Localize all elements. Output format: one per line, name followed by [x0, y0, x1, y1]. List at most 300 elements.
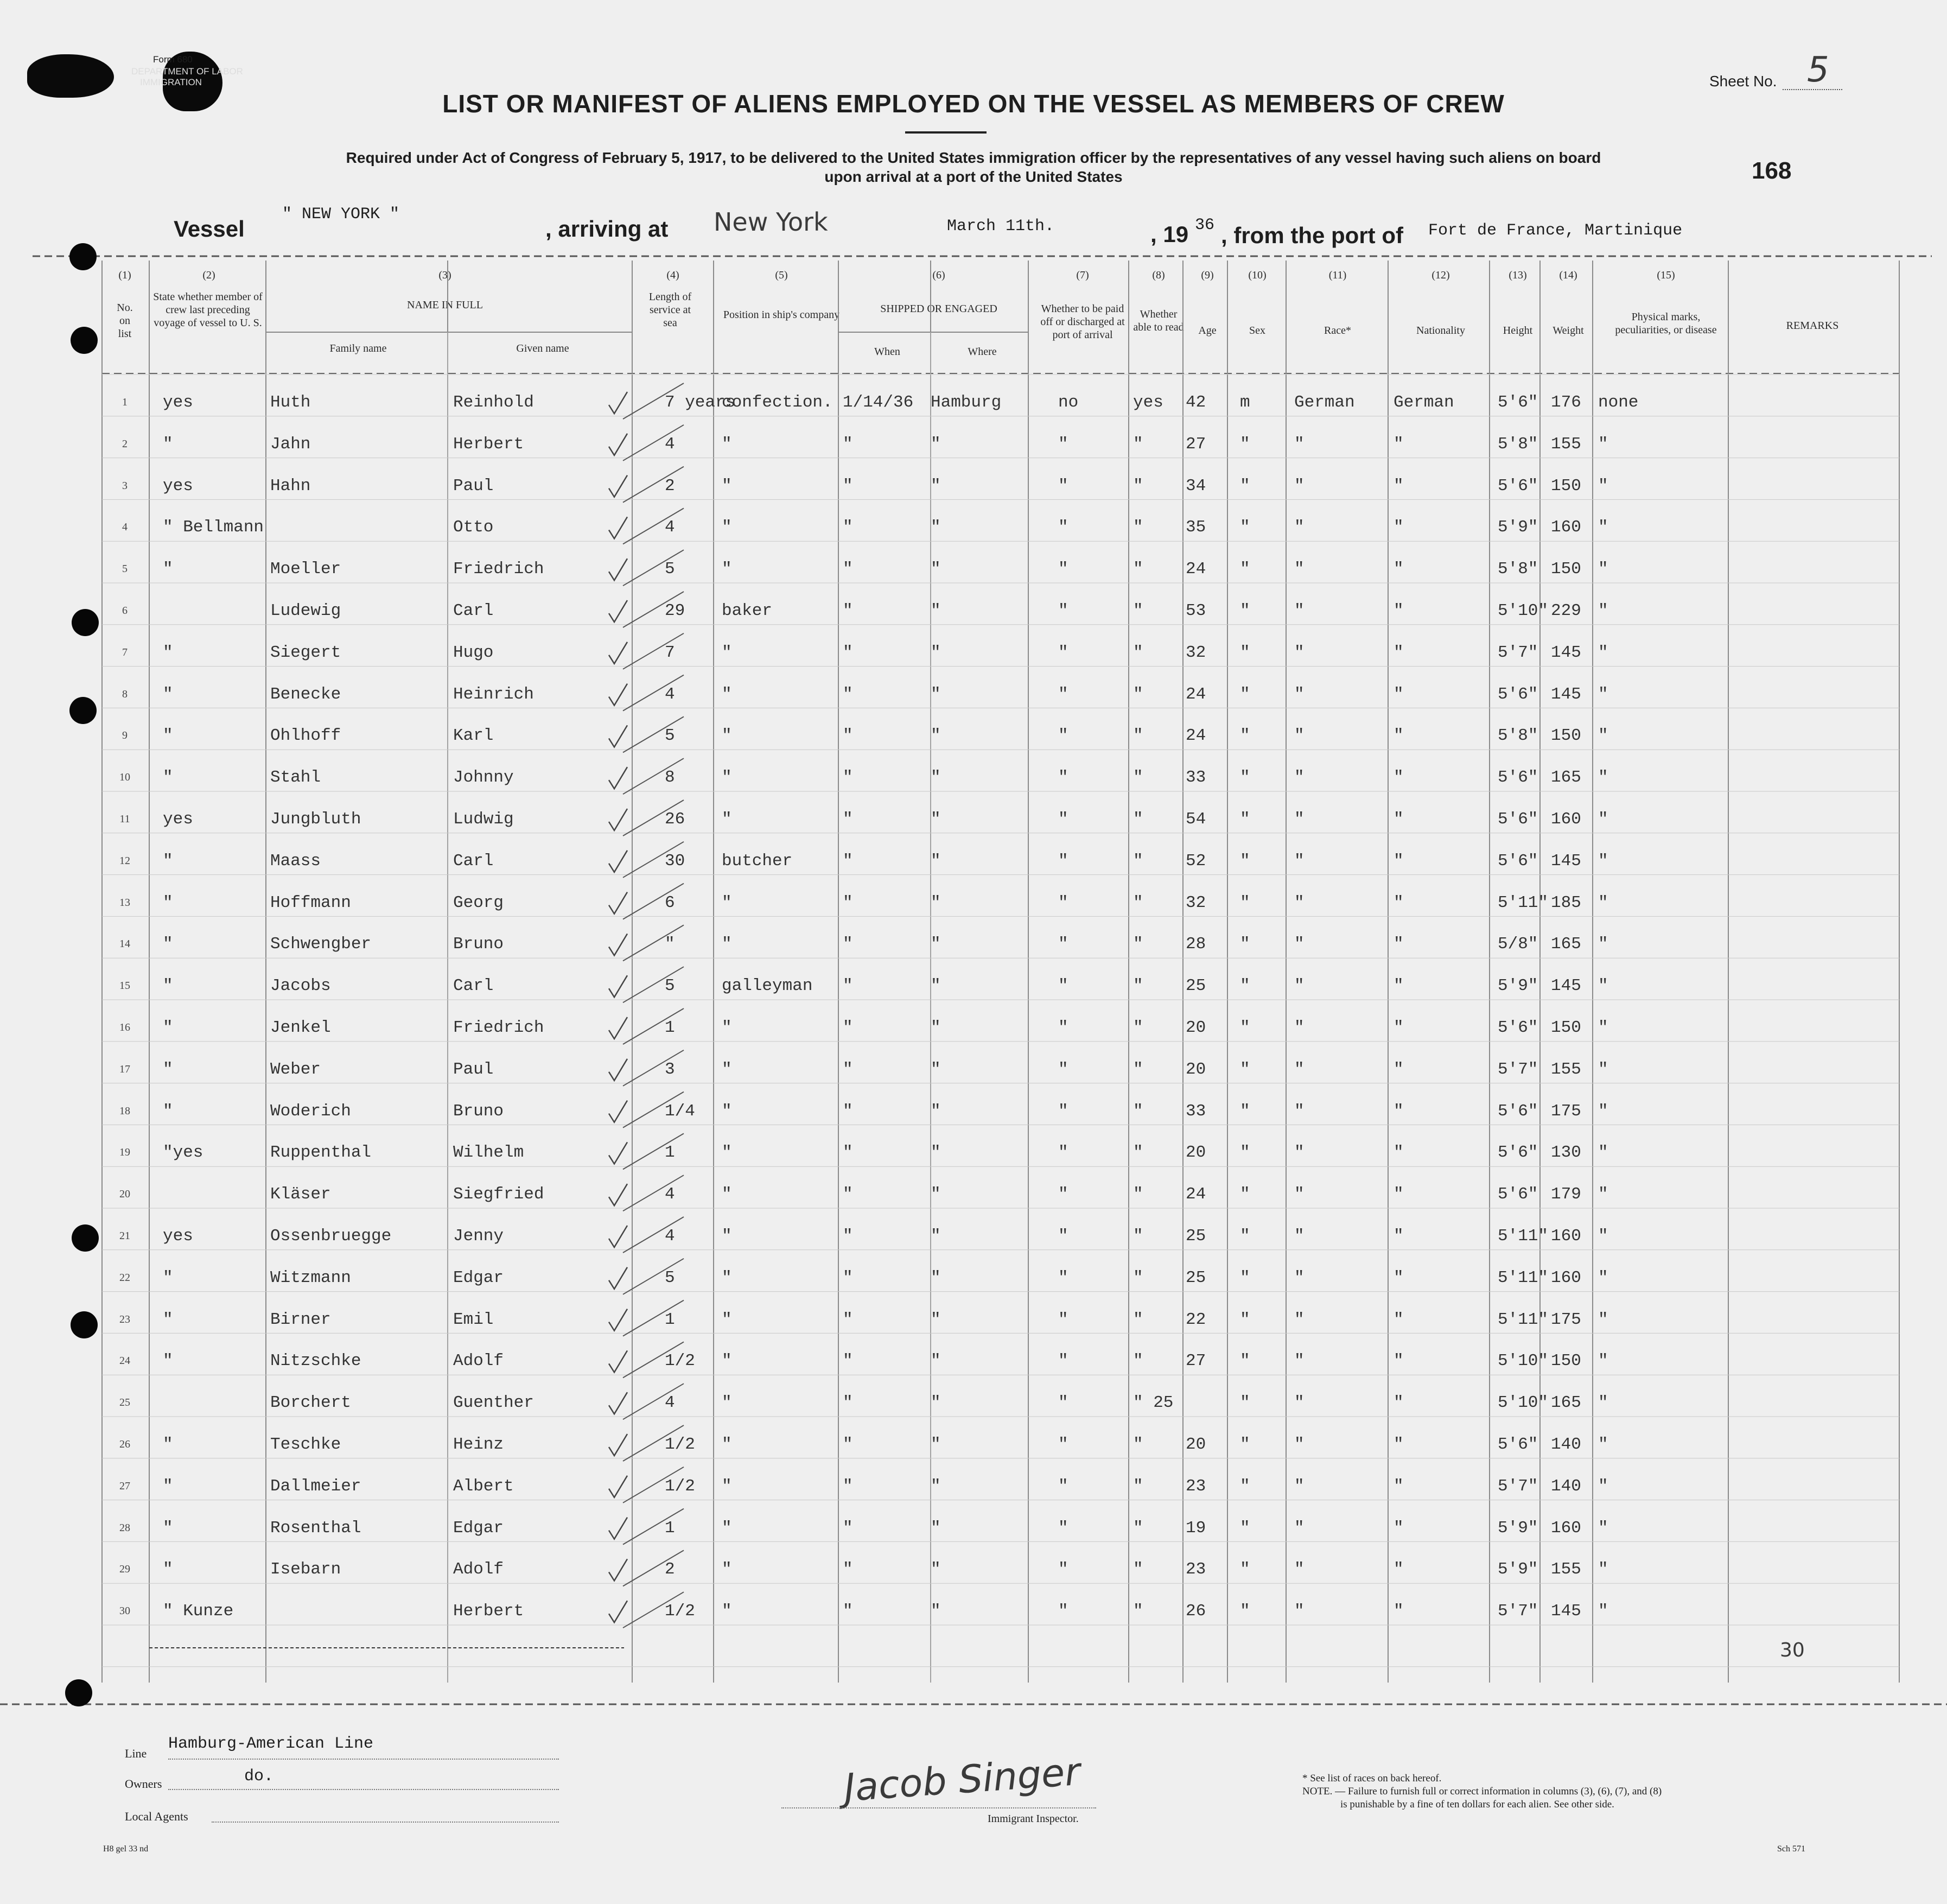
cell-where: " [931, 476, 941, 496]
line-value: Hamburg-American Line [168, 1735, 374, 1753]
fine-note-line1: NOTE. — Failure to furnish full or correct information in columns (3), (6), (7), and (8) [1302, 1786, 1662, 1797]
arrival-date: March 11th. [947, 217, 1055, 236]
cell-where: " [931, 1268, 941, 1287]
cell-family: Stahl [270, 768, 321, 788]
year-suffix: 36 [1195, 216, 1215, 234]
cell-where: " [931, 976, 941, 996]
cell-when: " [843, 893, 853, 912]
cell-marks: " [1598, 768, 1608, 788]
cell-read: " [1133, 1560, 1143, 1579]
cell-marks: " [1598, 935, 1608, 954]
check-mark [609, 1309, 627, 1331]
stamp-number: 168 [1752, 157, 1792, 184]
col7-header: Whether to be paid off or discharged at port of arrival [1040, 303, 1125, 341]
cell-position: " [722, 560, 732, 579]
cell-when: " [843, 1101, 853, 1121]
vessel-label: Vessel [174, 216, 245, 242]
row-number: 22 [119, 1271, 130, 1284]
cell-position: galleyman [722, 976, 813, 996]
cell-race: " [1294, 851, 1305, 871]
cell-marks: " [1598, 1227, 1608, 1246]
cell-service: 6 [665, 893, 675, 912]
cell-position: " [722, 1476, 732, 1496]
cell-family: Ruppenthal [270, 1143, 372, 1163]
cell-position: butcher [722, 851, 793, 871]
col8-header: Whether able to read [1133, 308, 1184, 333]
cell-weight: 165 [1551, 1393, 1581, 1413]
cell-read: " [1133, 1476, 1143, 1496]
cell-height: 5'6" [1498, 1143, 1538, 1163]
cell-position: " [722, 893, 732, 912]
cell-read: " [1133, 768, 1143, 788]
cell-weight: 179 [1551, 1185, 1581, 1204]
cell-given: Bruno [453, 1101, 504, 1121]
cell-when: " [843, 1227, 853, 1246]
cell-age: 33 [1186, 768, 1206, 788]
agents-underline [212, 1822, 559, 1823]
cell-height: 5'6" [1498, 1018, 1538, 1037]
cell-weight: 185 [1551, 893, 1581, 912]
cell-paid: " [1058, 1602, 1068, 1621]
row-number: 27 [119, 1480, 130, 1492]
cell-marks: " [1598, 1351, 1608, 1371]
cell-nat: " [1394, 1268, 1404, 1287]
check-mark [609, 517, 627, 538]
row-number: 14 [119, 938, 130, 950]
cell-weight: 160 [1551, 810, 1581, 829]
cell-race: " [1294, 1476, 1305, 1496]
cell-service: 5 [665, 560, 675, 579]
cell-service: 1 [665, 1310, 675, 1329]
cell-nat: " [1394, 601, 1404, 620]
cell-race: " [1294, 643, 1305, 662]
cell-prev: " [163, 1059, 173, 1079]
cell-given: Emil [453, 1310, 494, 1329]
cell-marks: " [1598, 684, 1608, 704]
col9-number: (9) [1201, 269, 1214, 281]
cell-marks: " [1598, 1393, 1608, 1413]
tally-slash [623, 1092, 684, 1128]
check-mark [609, 1476, 627, 1497]
col4-number: (4) [666, 269, 679, 281]
cell-prev: " [163, 1310, 173, 1329]
cell-where: " [931, 893, 941, 912]
cell-family: Jungbluth [270, 810, 361, 829]
cell-service: " [665, 935, 675, 954]
cell-sex: " [1240, 1602, 1250, 1621]
cell-height: 5'8" [1498, 434, 1538, 454]
cell-family: Benecke [270, 684, 341, 704]
cell-read: " [1133, 1351, 1143, 1371]
cell-paid: " [1058, 560, 1068, 579]
cell-when: " [843, 851, 853, 871]
cell-family: Dallmeier [270, 1476, 361, 1496]
cell-marks: " [1598, 476, 1608, 496]
cell-where: " [931, 1018, 941, 1037]
cell-race: " [1294, 434, 1305, 454]
cell-sex: " [1240, 434, 1250, 454]
cell-age: 20 [1186, 1143, 1206, 1163]
cell-family: Jahn [270, 434, 311, 454]
cell-height: 5'9" [1498, 1518, 1538, 1538]
cell-when: 1/14/36 [843, 393, 914, 412]
col15-header: Physical marks, peculiarities, or disease [1615, 311, 1717, 336]
check-mark [609, 684, 627, 706]
tally-slash [623, 383, 684, 419]
cell-paid: " [1058, 1560, 1068, 1579]
row-number: 18 [119, 1105, 130, 1117]
cell-paid: " [1058, 935, 1068, 954]
cell-height: 5'9" [1498, 518, 1538, 537]
cell-race: " [1294, 518, 1305, 537]
cell-family: Isebarn [270, 1560, 341, 1579]
cell-paid: " [1058, 893, 1068, 912]
cell-position: " [722, 518, 732, 537]
form-number: Form 680 [153, 54, 193, 65]
tally-slash [623, 675, 684, 711]
cell-where: " [931, 560, 941, 579]
row-number: 30 [119, 1605, 130, 1617]
cell-race: " [1294, 560, 1305, 579]
cell-height: 5'6" [1498, 1101, 1538, 1121]
cell-paid: " [1058, 518, 1068, 537]
cell-race: " [1294, 1393, 1305, 1413]
cell-given: Heinz [453, 1435, 504, 1454]
cell-race: " [1294, 768, 1305, 788]
cell-read: " [1133, 518, 1143, 537]
cell-position: " [722, 1185, 732, 1204]
row-number: 21 [119, 1230, 130, 1242]
cell-read: " [1133, 1227, 1143, 1246]
cell-service: 7 [665, 643, 675, 662]
cell-given: Otto [453, 518, 494, 537]
cell-paid: " [1058, 726, 1068, 746]
cell-height: 5'7" [1498, 1602, 1538, 1621]
cell-marks: " [1598, 893, 1608, 912]
cell-weight: 150 [1551, 1351, 1581, 1371]
cell-nat: " [1394, 1518, 1404, 1538]
row-number: 7 [122, 646, 128, 658]
cell-marks: " [1598, 810, 1608, 829]
cell-given: Adolf [453, 1560, 504, 1579]
cell-marks: " [1598, 1435, 1608, 1454]
cell-race: " [1294, 893, 1305, 912]
cell-age: 27 [1186, 1351, 1206, 1371]
row-number: 5 [122, 563, 128, 575]
row-number: 6 [122, 605, 128, 617]
cell-age: 20 [1186, 1059, 1206, 1079]
cell-nat: " [1394, 810, 1404, 829]
cell-paid: " [1058, 601, 1068, 620]
col9-header: Age [1198, 325, 1217, 337]
row-number: 17 [119, 1063, 130, 1075]
cell-service: 2 [665, 476, 675, 496]
cell-marks: " [1598, 1560, 1608, 1579]
cell-when: " [843, 726, 853, 746]
cell-when: " [843, 476, 853, 496]
cell-nat: " [1394, 560, 1404, 579]
owners-underline [168, 1789, 559, 1790]
cell-nat: " [1394, 643, 1404, 662]
cell-weight: 175 [1551, 1310, 1581, 1329]
tally-slash [623, 1383, 684, 1419]
agents-label: Local Agents [125, 1810, 188, 1823]
tally-slash [623, 467, 684, 503]
cell-when: " [843, 1351, 853, 1371]
cell-nat: " [1394, 476, 1404, 496]
check-mark [609, 1226, 627, 1247]
col10-header: Sex [1249, 325, 1265, 337]
cell-marks: " [1598, 601, 1608, 620]
row-number: 12 [119, 854, 130, 867]
cell-family: Woderich [270, 1101, 351, 1121]
cell-sex: " [1240, 976, 1250, 996]
check-mark [609, 1184, 627, 1205]
col6-when-header: When [874, 346, 900, 358]
cell-family: Hahn [270, 476, 311, 496]
check-mark [609, 600, 627, 622]
cell-service: 5 [665, 726, 675, 746]
col3-header: NAME IN FULL [407, 299, 483, 311]
line-underline [168, 1759, 559, 1760]
cell-height: 5'7" [1498, 1476, 1538, 1496]
cell-read: " [1133, 560, 1143, 579]
cell-height: 5'6" [1498, 393, 1538, 412]
check-mark [609, 642, 627, 664]
department-label: DEPARTMENT OF LABOR [131, 66, 243, 77]
row-number: 4 [122, 521, 128, 534]
cell-service: 1/4 [665, 1101, 695, 1121]
punch-hole [72, 1224, 99, 1252]
cell-where: " [931, 1227, 941, 1246]
cell-family: Witzmann [270, 1268, 351, 1287]
cell-sex: " [1240, 1351, 1250, 1371]
cell-nat: " [1394, 1602, 1404, 1621]
cell-race: " [1294, 1602, 1305, 1621]
cell-position: " [722, 935, 732, 954]
cell-when: " [843, 434, 853, 454]
cell-where: " [931, 1310, 941, 1329]
cell-position: " [722, 1143, 732, 1163]
page-title: LIST OR MANIFEST OF ALIENS EMPLOYED ON THE VESSEL AS MEMBERS OF CREW [442, 90, 1505, 118]
cell-read: " [1133, 935, 1143, 954]
row-number: 24 [119, 1355, 130, 1367]
cell-when: " [843, 1560, 853, 1579]
cell-weight: 165 [1551, 935, 1581, 954]
cell-height: 5'6" [1498, 851, 1538, 871]
cell-height: 5'9" [1498, 1560, 1538, 1579]
cell-nat: " [1394, 1185, 1404, 1204]
check-mark [609, 392, 627, 414]
cell-race: " [1294, 1518, 1305, 1538]
tally-slash [623, 800, 684, 836]
cell-paid: " [1058, 810, 1068, 829]
cell-service: 4 [665, 518, 675, 537]
cell-where: " [931, 1351, 941, 1371]
cell-age: 20 [1186, 1435, 1206, 1454]
cell-read: " [1133, 1602, 1143, 1621]
cell-position: " [722, 476, 732, 496]
cell-height: 5'11" [1498, 1268, 1549, 1287]
subtitle-line2: upon arrival at a port of the United States [824, 168, 1123, 185]
cell-service: 4 [665, 684, 675, 704]
cell-paid: " [1058, 1185, 1068, 1204]
cell-given: Ludwig [453, 810, 514, 829]
col5-number: (5) [775, 269, 788, 281]
cell-sex: " [1240, 476, 1250, 496]
cell-nat: " [1394, 726, 1404, 746]
cell-weight: 145 [1551, 1602, 1581, 1621]
cell-read: " [1133, 1268, 1143, 1287]
col6-number: (6) [932, 269, 945, 281]
cell-when: " [843, 1518, 853, 1538]
cell-given: Albert [453, 1476, 514, 1496]
cell-prev: yes [163, 476, 193, 496]
cell-paid: " [1058, 1310, 1068, 1329]
from-port: Fort de France, Martinique [1428, 221, 1683, 240]
cell-age: 24 [1186, 560, 1206, 579]
cell-marks: " [1598, 643, 1608, 662]
check-mark [609, 1559, 627, 1581]
cell-weight: 165 [1551, 768, 1581, 788]
cell-given: Carl [453, 851, 494, 871]
check-mark [609, 1434, 627, 1456]
cell-family: Teschke [270, 1435, 341, 1454]
cell-marks: " [1598, 1602, 1608, 1621]
cell-position: " [722, 1351, 732, 1371]
cell-when: " [843, 768, 853, 788]
check-mark [609, 1518, 627, 1539]
cell-when: " [843, 601, 853, 620]
cell-position: " [722, 1227, 732, 1246]
cell-service: 4 [665, 434, 675, 454]
cell-where: " [931, 1101, 941, 1121]
cell-nat: " [1394, 1143, 1404, 1163]
cell-read: " [1133, 1101, 1143, 1121]
cell-family: Ossenbruegge [270, 1227, 392, 1246]
cell-family: Huth [270, 393, 311, 412]
cell-age: 52 [1186, 851, 1206, 871]
check-mark [609, 767, 627, 789]
cell-prev: " [163, 1018, 173, 1037]
row-number: 3 [122, 479, 128, 492]
cell-position: confection. [722, 393, 833, 412]
cell-height: 5'7" [1498, 1059, 1538, 1079]
col14-number: (14) [1559, 269, 1577, 281]
cell-given: Friedrich [453, 560, 544, 579]
cell-height: 5'11" [1498, 1227, 1549, 1246]
col7-number: (7) [1076, 269, 1089, 281]
col3-number: (3) [438, 269, 451, 281]
cell-family: Weber [270, 1059, 321, 1079]
punch-hole [69, 243, 97, 270]
row-number: 25 [119, 1397, 130, 1409]
cell-position: " [722, 643, 732, 662]
check-mark [609, 558, 627, 580]
cell-prev: yes [163, 810, 193, 829]
cell-where: " [931, 1518, 941, 1538]
signature-line [781, 1807, 1096, 1808]
cell-family: Jenkel [270, 1018, 331, 1037]
punch-hole [65, 1679, 92, 1706]
col13-number: (13) [1509, 269, 1527, 281]
cell-service: 29 [665, 601, 685, 620]
cell-family: Moeller [270, 560, 341, 579]
cell-read: " [1133, 1435, 1143, 1454]
cell-when: " [843, 1018, 853, 1037]
cell-service: 1/2 [665, 1602, 695, 1621]
cell-read: " [1133, 1310, 1143, 1329]
cell-race: " [1294, 1268, 1305, 1287]
cell-nat: " [1394, 976, 1404, 996]
cell-when: " [843, 1185, 853, 1204]
cell-nat: " [1394, 851, 1404, 871]
cell-prev: " [163, 768, 173, 788]
cell-age: 19 [1186, 1518, 1206, 1538]
cell-service: 8 [665, 768, 675, 788]
col15-number: (15) [1657, 269, 1675, 281]
cell-weight: 150 [1551, 726, 1581, 746]
cell-when: " [843, 810, 853, 829]
col11-header: Race* [1324, 325, 1351, 337]
cell-sex: m [1240, 393, 1250, 412]
row-number: 13 [119, 896, 130, 909]
cell-position: " [722, 810, 732, 829]
cell-height: 5/8" [1498, 935, 1538, 954]
col6-where-header: Where [968, 346, 997, 358]
cell-read: yes [1133, 393, 1163, 412]
col14-header: Weight [1552, 325, 1584, 337]
cell-paid: " [1058, 1476, 1068, 1496]
cell-weight: 150 [1551, 476, 1581, 496]
cell-race: " [1294, 1560, 1305, 1579]
cell-position: " [722, 1268, 732, 1287]
cell-marks: " [1598, 560, 1608, 579]
tally-slash [623, 1217, 684, 1253]
tally-slash [623, 633, 684, 669]
cell-position: baker [722, 601, 773, 620]
cell-nat: " [1394, 1227, 1404, 1246]
cell-read: " [1133, 684, 1143, 704]
tally-slash [623, 508, 684, 544]
cell-where: " [931, 935, 941, 954]
cell-marks: " [1598, 1185, 1608, 1204]
cell-age: 24 [1186, 726, 1206, 746]
cell-age: 27 [1186, 434, 1206, 454]
cell-age: 34 [1186, 476, 1206, 496]
cell-nat: " [1394, 1059, 1404, 1079]
cell-where: " [931, 1143, 941, 1163]
cell-sex: " [1240, 726, 1250, 746]
cell-service: 5 [665, 976, 675, 996]
cell-sex: " [1240, 1018, 1250, 1037]
row-number: 20 [119, 1188, 130, 1201]
cell-paid: " [1058, 1143, 1068, 1163]
cell-paid: " [1058, 434, 1068, 454]
cell-race: " [1294, 1351, 1305, 1371]
cell-prev: " [163, 1476, 173, 1496]
cell-sex: " [1240, 684, 1250, 704]
check-mark [609, 809, 627, 830]
row-number: 1 [122, 396, 128, 408]
cell-given: Hugo [453, 643, 494, 662]
tally-slash [623, 967, 684, 1002]
cell-marks: none [1598, 393, 1639, 412]
cell-race: " [1294, 1101, 1305, 1121]
cell-family: Ludewig [270, 601, 341, 620]
cell-height: 5'8" [1498, 560, 1538, 579]
cell-position: " [722, 726, 732, 746]
